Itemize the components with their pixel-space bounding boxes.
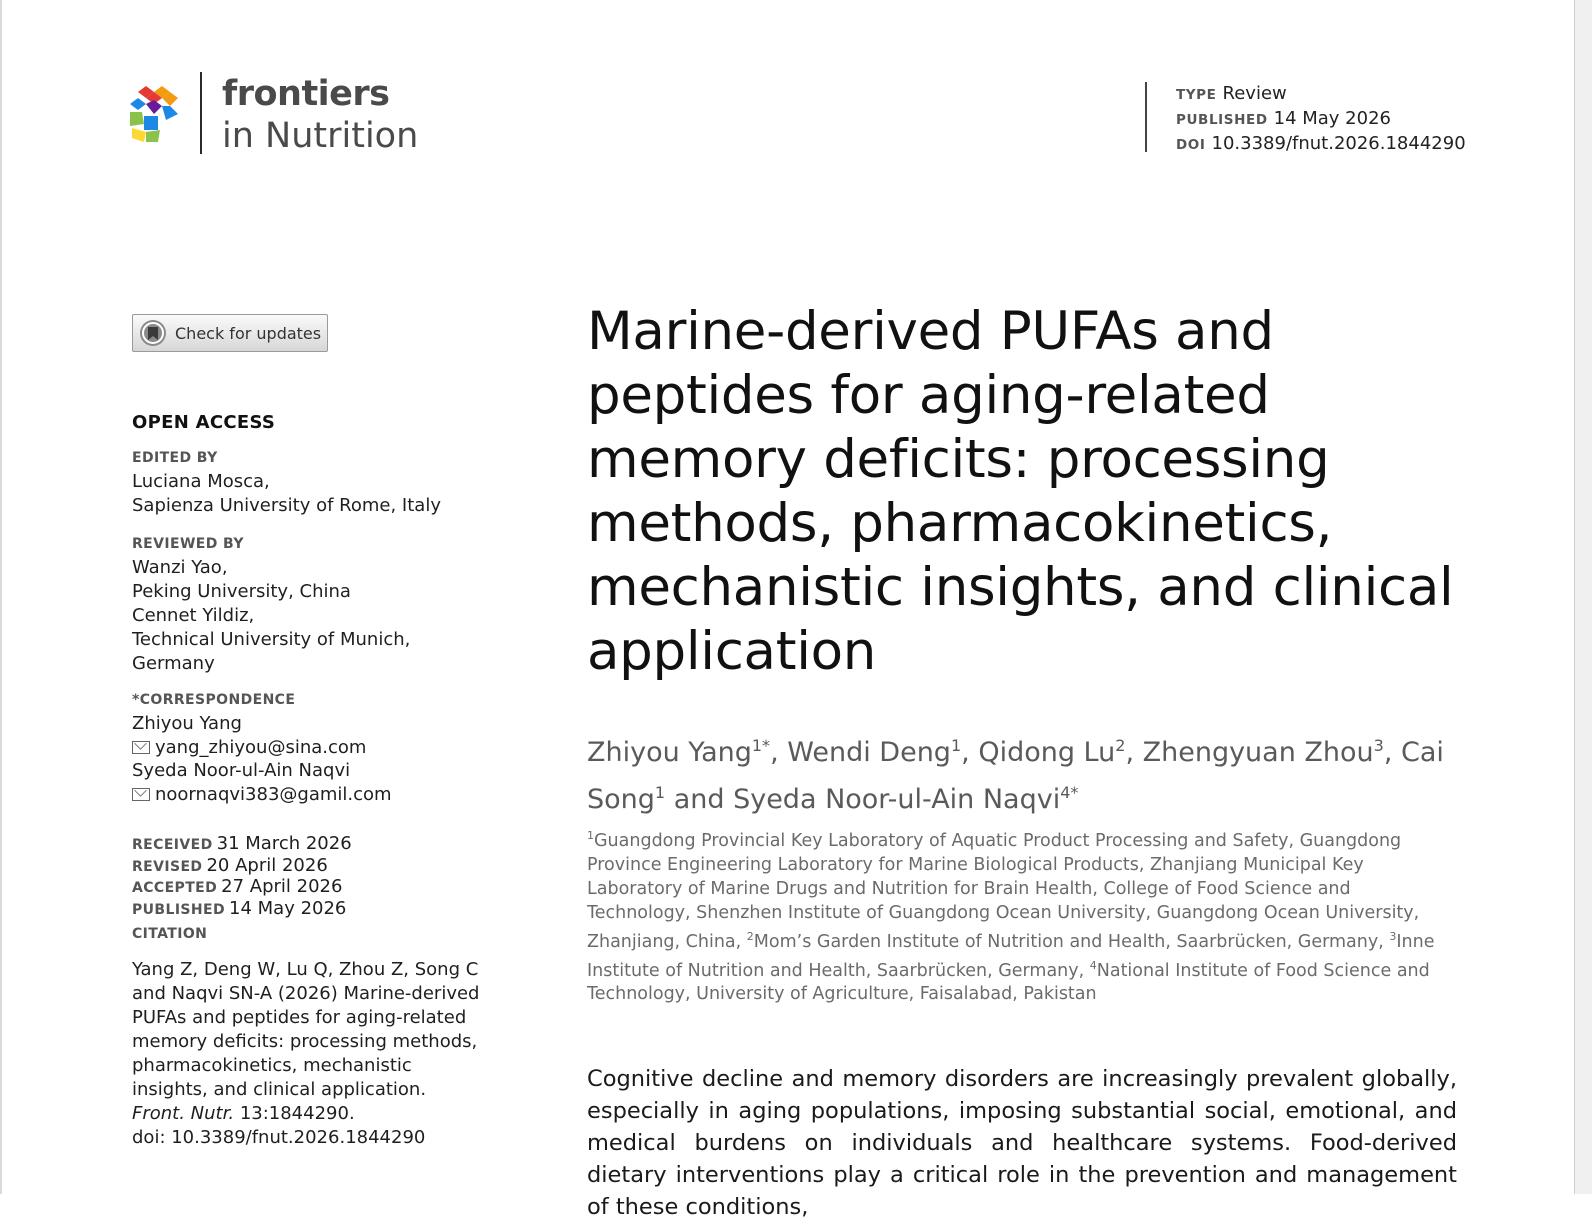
reviewer-info: Wanzi Yao, Peking University, China Cennet Yildiz, Technical University of Munich, Germany <box>132 557 411 674</box>
date-accepted: ACCEPTED 27 April 2026 <box>132 876 343 897</box>
journal-name: in Nutrition <box>222 116 419 156</box>
citation-doi: doi: 10.3389/fnut.2026.1844290 <box>132 1127 426 1148</box>
history-dates <box>132 834 352 920</box>
mail-icon <box>132 741 150 754</box>
citation-label: CITATION <box>132 926 208 942</box>
check-for-updates-button[interactable] <box>132 314 328 352</box>
author-affiliation-marker: 1 <box>654 783 666 802</box>
update-badge-icon <box>139 319 167 347</box>
meta-type: TYPE Review <box>1176 83 1287 104</box>
author-affiliation-marker: 2 <box>1115 736 1126 755</box>
reviewed-by-label: REVIEWED BY <box>132 536 244 552</box>
author-name[interactable]: Zhengyuan Zhou <box>1142 737 1374 768</box>
author-name[interactable]: Zhiyou Yang <box>587 737 752 768</box>
correspondent-name: Syeda Noor-ul-Ain Naqvi <box>132 760 351 781</box>
author-separator: , <box>1125 737 1143 768</box>
author-name[interactable]: Cai Song <box>587 737 1444 815</box>
author-affiliation-marker: 1* <box>751 736 771 755</box>
citation-text: Yang Z, Deng W, Lu Q, Zhou Z, Song C and Naqvi SN-A (2026) Marine-derived PUFAs and peptides for aging-related memory deficits: processing methods, pharmacokinetics, mechanistic insights, and clinical application. Front. Nutr. 13:1844290. doi: 10.3389/fnut.2026.1844290 <box>132 958 492 1150</box>
edited-by-label: EDITED BY <box>132 450 218 466</box>
author-affiliation-marker: 1 <box>950 736 962 755</box>
author-separator: , <box>1383 737 1402 768</box>
mail-icon <box>132 788 150 801</box>
meta-published: PUBLISHED 14 May 2026 <box>1176 108 1391 129</box>
logo-divider <box>200 72 202 154</box>
scrollbar[interactable] <box>1574 0 1592 1194</box>
correspondent-email[interactable]: yang_zhiyou@sina.com <box>132 736 392 760</box>
brand-name: frontiers <box>222 74 390 114</box>
frontiers-logo-icon <box>130 86 178 142</box>
page-edge-left <box>0 0 2 1194</box>
check-for-updates-label: Check for updates <box>175 323 322 343</box>
meta-divider <box>1145 82 1147 152</box>
open-access-label: OPEN ACCESS <box>132 412 276 433</box>
editor-info: Luciana Mosca, Sapienza University of Rome, Italy <box>132 471 441 516</box>
affiliation-text: National Institute of Food Science and Technology, University of Agriculture, Faisalabad, Pakistan <box>587 960 1430 1005</box>
affiliation-number: 1 <box>587 829 594 842</box>
author-separator: , <box>961 737 979 768</box>
date-revised: REVISED 20 April 2026 <box>132 854 328 876</box>
author-affiliation-marker: 3 <box>1373 736 1384 755</box>
correspondence-info <box>132 712 392 806</box>
abstract-text: Cognitive decline and memory disorders are increasingly prevalent globally, especially in aging populations, imposing substantial social, emotional, and medical burdens on individuals and healthcare systems. Food-derived dietary interventions play a critical role in the prevention and management of these conditions, <box>587 1066 1457 1220</box>
author-list <box>587 726 1467 820</box>
author-affiliation-marker: 4* <box>1060 783 1079 802</box>
article-meta <box>1176 82 1466 157</box>
date-published: PUBLISHED 14 May 2026 <box>132 897 347 919</box>
author-separator: and <box>665 784 734 815</box>
author-separator: , <box>770 737 788 768</box>
correspondence-label: *CORRESPONDENCE <box>132 692 296 708</box>
affiliation-text: Mom’s Garden Institute of Nutrition and Health, Saarbrücken, Germany, <box>753 931 1390 952</box>
affiliation-number: 4 <box>1089 958 1097 972</box>
correspondent-email[interactable]: noornaqvi383@gamil.com <box>132 783 392 807</box>
author-name[interactable]: Qidong Lu <box>978 737 1116 768</box>
meta-doi: DOI 10.3389/fnut.2026.1844290 <box>1176 133 1466 154</box>
affiliation-number: 3 <box>1389 929 1397 943</box>
affiliation-text: Guangdong Provincial Key Laboratory of Aquatic Product Processing and Safety, Guangdong Province Engineering Laboratory for Marine Biological Products, Zhanjiang Municipal Key Laboratory of Marine Drugs and Nutrition for Brain Health, College of Food Science and Technology, Shenzhen Institute of Guangdong Ocean University, Guangdong Ocean University, Zhanjiang, China, <box>587 830 1420 952</box>
affiliation-number: 2 <box>746 929 754 943</box>
affiliations <box>587 824 1457 1006</box>
date-received: RECEIVED 31 March 2026 <box>132 833 352 854</box>
author-name[interactable]: Wendi Deng <box>787 737 951 768</box>
affiliation-text: Inne Institute of Nutrition and Health, Saarbrücken, Germany, <box>587 931 1435 981</box>
citation-journal: Front. Nutr. <box>132 1103 235 1124</box>
correspondent-name: Zhiyou Yang <box>132 713 242 734</box>
author-name[interactable]: Syeda Noor-ul-Ain Naqvi <box>733 784 1061 815</box>
article-title: Marine-derived PUFAs and peptides for aging-related memory deficits: processing methods, pharmacokinetics, mechanistic insights, and clinical application <box>587 301 1454 682</box>
